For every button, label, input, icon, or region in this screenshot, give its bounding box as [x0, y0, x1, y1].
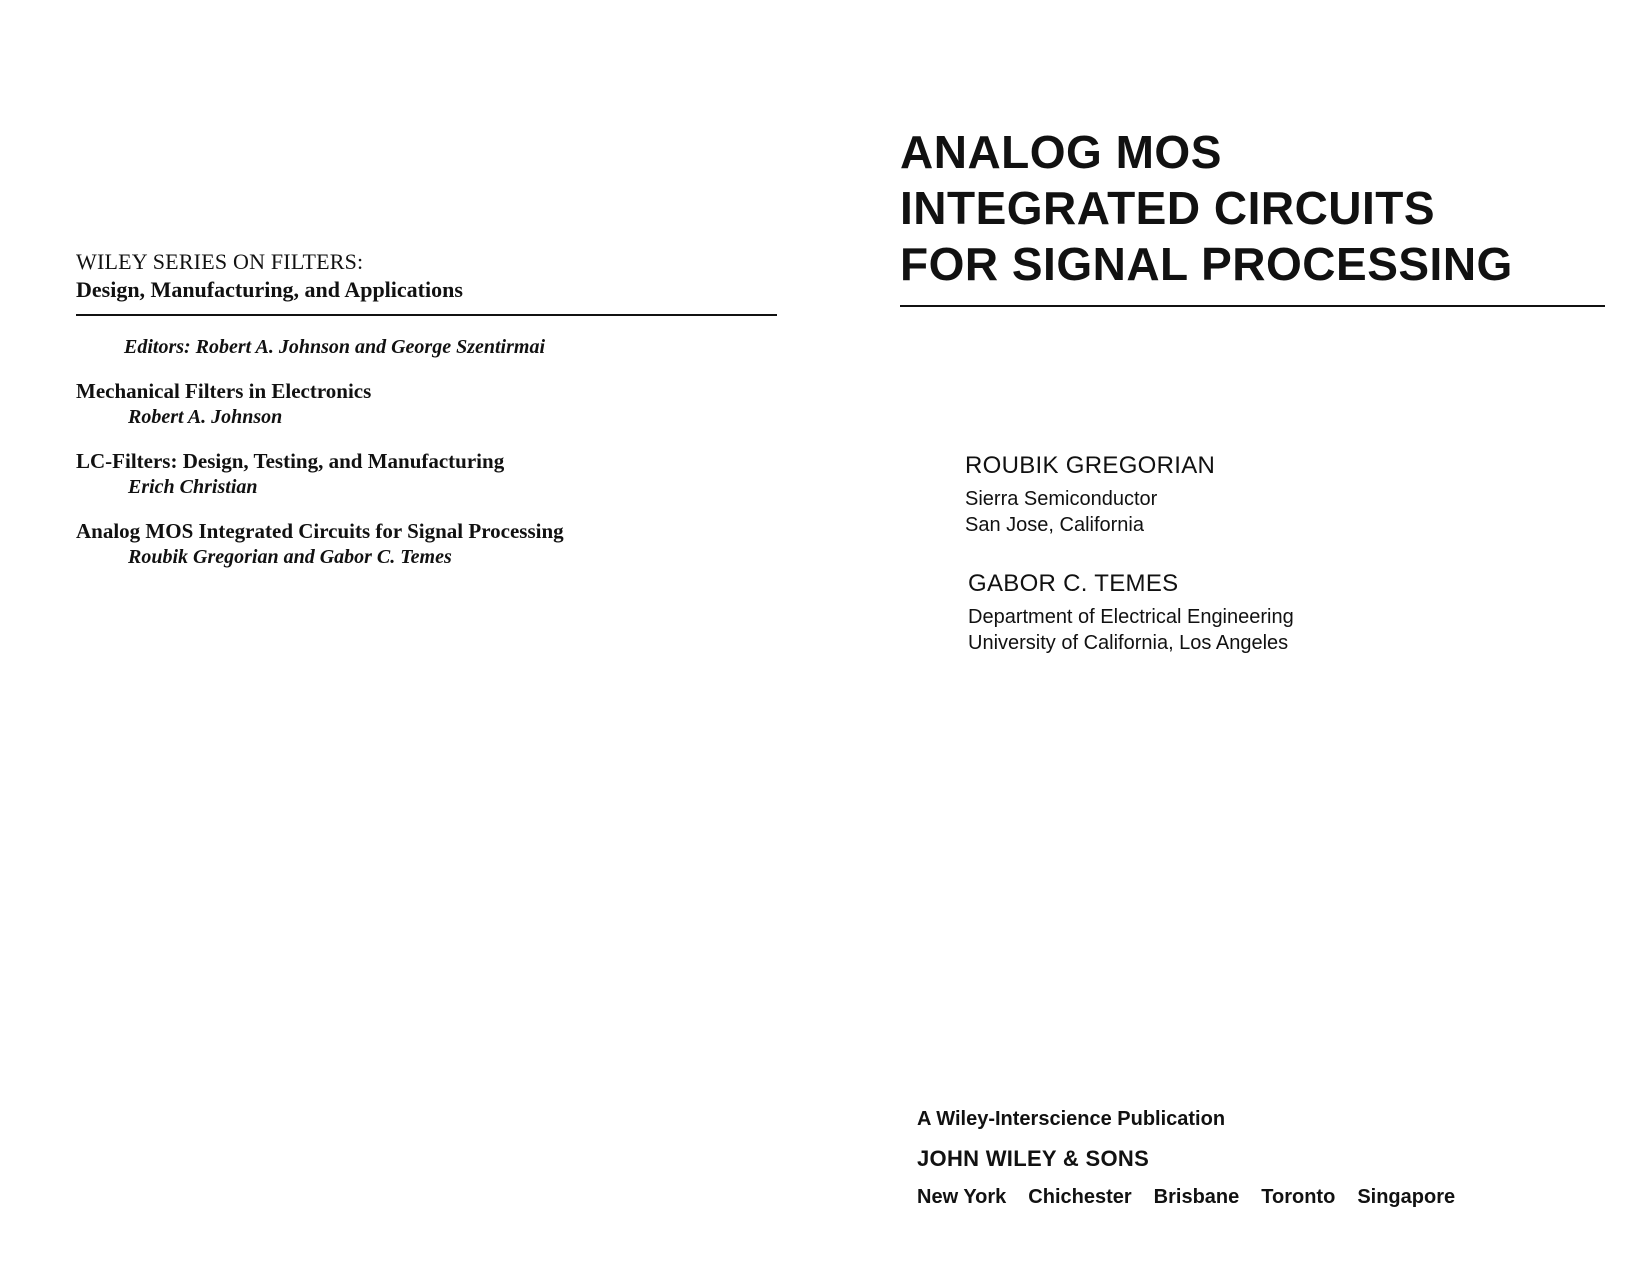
- title-page: [825, 0, 1651, 1275]
- book-author: Roubik Gregorian and Gabor C. Temes: [128, 546, 452, 568]
- series-subtitle: Design, Manufacturing, and Applications: [76, 277, 463, 302]
- city: Toronto: [1261, 1186, 1336, 1208]
- author-affiliation: San Jose, California: [965, 514, 1144, 536]
- series-editors: Editors: Robert A. Johnson and George Szentirmai: [124, 336, 546, 358]
- series-heading: [76, 248, 463, 304]
- author-affiliation: Department of Electrical Engineering: [968, 606, 1294, 628]
- book-entry: [76, 378, 371, 430]
- city: Brisbane: [1153, 1186, 1240, 1208]
- book-title: Mechanical Filters in Electronics: [76, 379, 372, 403]
- series-name: WILEY SERIES ON FILTERS:: [76, 249, 364, 274]
- book-title: Analog MOS Integrated Circuits for Signal Processing: [76, 519, 564, 543]
- book-author: Erich Christian: [128, 476, 258, 498]
- publisher-name: JOHN WILEY & SONS: [917, 1146, 1150, 1171]
- author-affiliation: University of California, Los Angeles: [968, 632, 1289, 654]
- author-name: ROUBIK GREGORIAN: [965, 452, 1216, 479]
- title-line: INTEGRATED CIRCUITS: [900, 182, 1436, 234]
- series-page: [0, 0, 825, 1275]
- author-block: [968, 570, 1294, 656]
- author-block: [965, 452, 1215, 538]
- title-line: ANALOG MOS: [900, 126, 1222, 178]
- series-divider: [76, 314, 777, 316]
- title-line: FOR SIGNAL PROCESSING: [900, 238, 1513, 290]
- book-entry: [76, 518, 564, 570]
- book-entry: [76, 448, 504, 500]
- author-name: GABOR C. TEMES: [968, 570, 1179, 597]
- city: Singapore: [1357, 1186, 1456, 1208]
- city: Chichester: [1028, 1186, 1132, 1208]
- publisher-cities: [917, 1186, 1455, 1209]
- city: New York: [917, 1186, 1007, 1208]
- author-affiliation: Sierra Semiconductor: [965, 488, 1158, 510]
- book-author: Robert A. Johnson: [128, 406, 283, 428]
- book-main-title: [900, 124, 1513, 292]
- publication-imprint: A Wiley-Interscience Publication: [917, 1108, 1226, 1130]
- title-divider: [900, 305, 1605, 307]
- book-title: LC-Filters: Design, Testing, and Manufacturing: [76, 449, 505, 473]
